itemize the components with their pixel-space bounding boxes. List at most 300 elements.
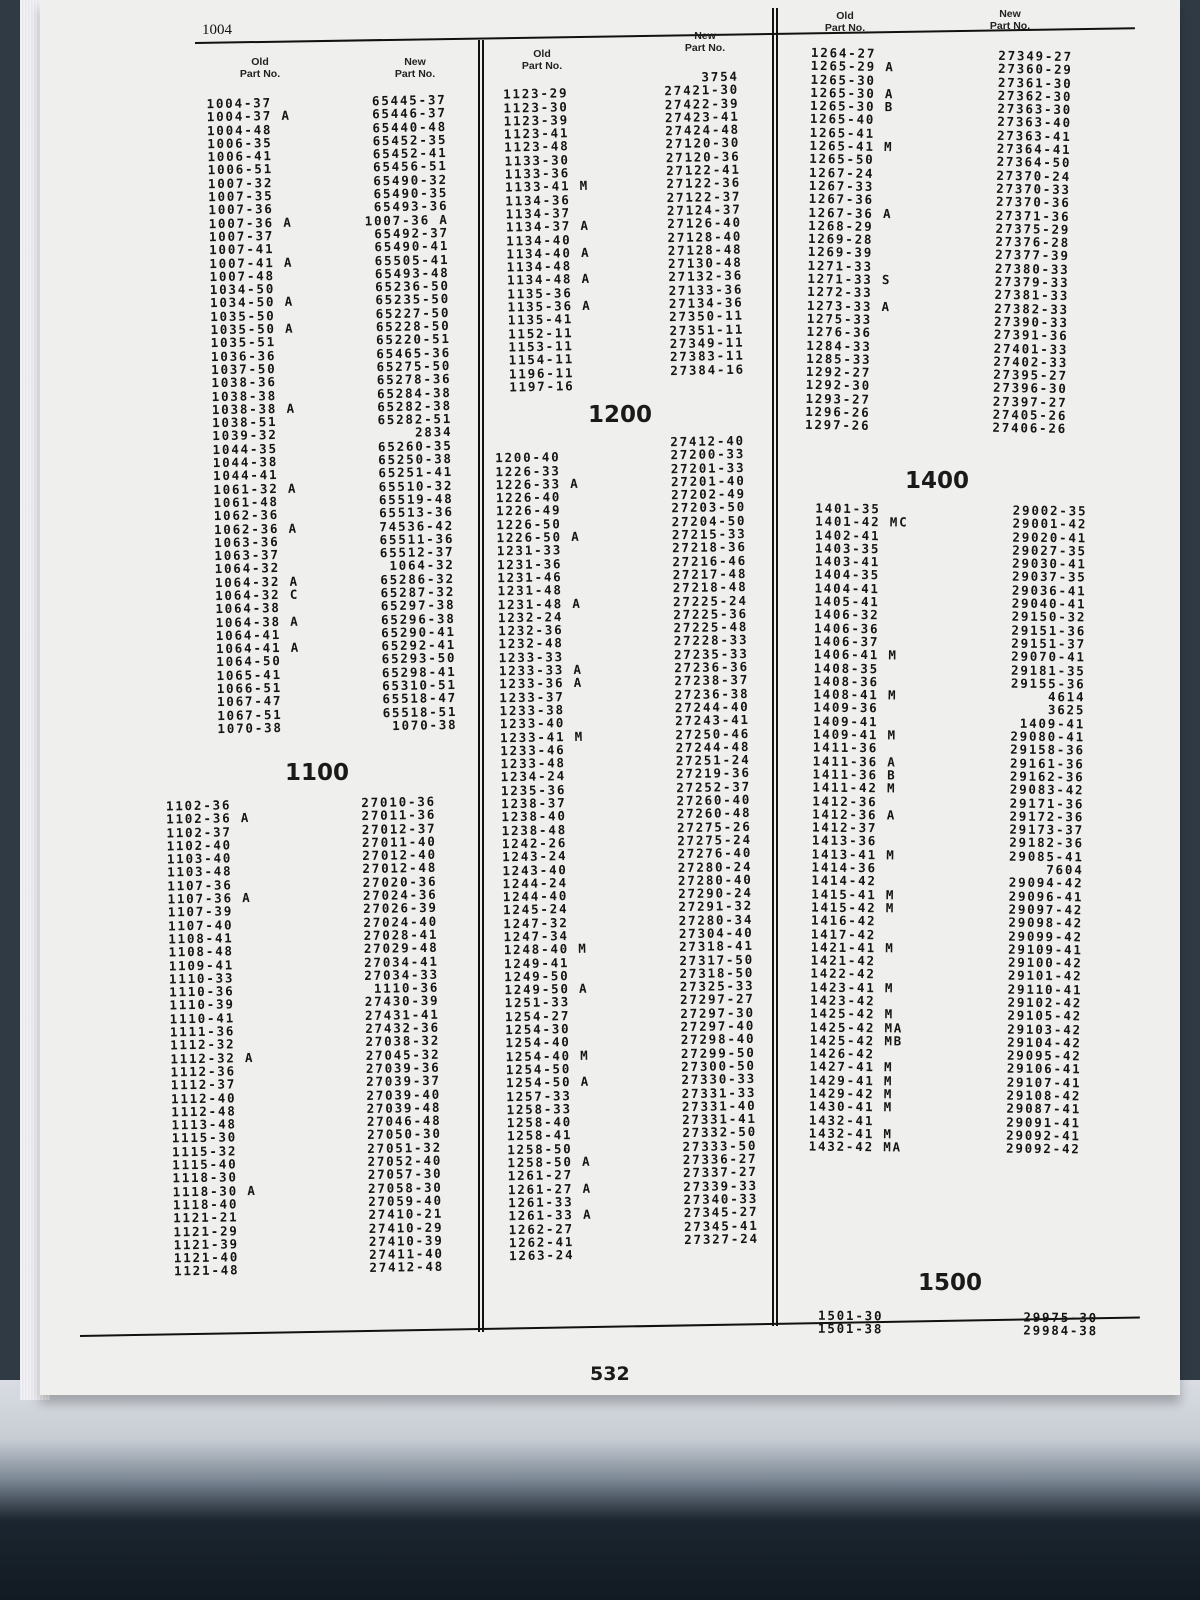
old-part-number: 1004-37 (206, 95, 272, 112)
parts-table-col3 (805, 46, 1081, 436)
new-part-number: 27363-40 (997, 114, 1072, 131)
new-part-number: 27317-50 (679, 951, 755, 968)
new-part-number: 29101-42 (1007, 967, 1083, 984)
new-part-number: 65275-50 (376, 357, 452, 375)
old-part-number: 1265-41 (809, 124, 876, 141)
new-part-number: 27300-50 (681, 1057, 756, 1075)
header-part-label: Part No. (394, 68, 436, 80)
old-part-number: 1118-30 A (172, 1182, 257, 1200)
new-part-number: 65290-41 (381, 623, 456, 641)
old-part-number: 1254-27 (504, 1007, 571, 1024)
old-part-number: 1123-39 (503, 112, 570, 129)
old-part-number: 1107-36 (167, 877, 233, 894)
new-part-number: 29027-35 (1012, 542, 1087, 559)
new-part-number: 27045-32 (365, 1046, 441, 1063)
old-part-number: 1404-35 (814, 567, 881, 583)
new-part-number: 65456-51 (372, 158, 448, 175)
new-part-number: 27126-40 (667, 214, 742, 232)
old-part-number: 1262-27 (508, 1220, 575, 1237)
new-part-number: 29171-36 (1009, 795, 1085, 811)
header-old-label: Old (533, 48, 551, 60)
old-part-number: 1115-40 (172, 1156, 238, 1173)
new-part-number: 29002-35 (1012, 502, 1088, 519)
new-part-number: 27132-36 (668, 268, 744, 285)
old-part-number: 1007-36 (208, 201, 274, 218)
col3-new-header (975, 8, 1045, 32)
new-part-number: 27238-37 (674, 672, 750, 689)
old-part-number: 1242-26 (501, 835, 568, 852)
column-divider-2 (772, 8, 774, 1326)
new-part-number: 27381-33 (994, 287, 1070, 304)
old-part-number: 1044-35 (212, 440, 278, 457)
new-part-number: 27215-33 (671, 526, 747, 543)
old-part-number: 1264-27 (810, 44, 877, 61)
new-part-number: 27012-37 (361, 820, 437, 837)
new-part-number: 27339-33 (683, 1177, 759, 1194)
header-part-label: Part No. (989, 20, 1031, 32)
parts-table-col3c (818, 1309, 1106, 1338)
old-part-number: 1258-50 A (507, 1153, 592, 1171)
old-part-number: 1245-24 (502, 901, 569, 918)
old-part-number: 1231-36 (496, 555, 563, 572)
table-row (174, 1260, 454, 1278)
old-part-number: 1430-41 M (809, 1098, 894, 1115)
old-part-number: 1411-36 (812, 739, 879, 756)
old-part-number: 1292-27 (805, 363, 872, 381)
header-part-label: Part No. (239, 68, 281, 80)
old-part-number: 1067-47 (216, 693, 283, 710)
new-part-number: 65446-37 (372, 105, 447, 122)
old-part-number: 1231-46 (497, 569, 563, 586)
new-part-number: 29036-41 (1011, 582, 1087, 599)
old-part-number: 1409-36 (813, 699, 879, 716)
new-part-number: 27122-41 (665, 161, 741, 179)
new-part-number: 29030-41 (1012, 555, 1087, 572)
new-part-number: 1007-36 A (364, 211, 449, 229)
old-part-number: 1134-48 A (506, 271, 592, 288)
section-heading-1500: 1500 (918, 1270, 983, 1296)
new-part-number: 29105-42 (1007, 1007, 1083, 1024)
new-part-number: 27130-48 (667, 254, 743, 272)
new-part-number: 27384-16 (670, 361, 746, 378)
new-part-number: 65505-41 (374, 251, 450, 268)
old-part-number: 1263-24 (508, 1247, 575, 1264)
new-part-number: 3754 (701, 68, 739, 85)
old-part-number: 1121-29 (173, 1222, 239, 1239)
old-part-number: 1064-38 A (215, 613, 300, 630)
new-part-number: 27124-37 (666, 201, 742, 219)
new-part-number: 29097-42 (1008, 901, 1084, 918)
old-part-number: 1267-36 (808, 191, 875, 208)
new-part-number: 27345-41 (683, 1217, 759, 1234)
col2-old-header (507, 48, 577, 72)
old-part-number: 1135-36 A (507, 297, 592, 315)
new-part-number: 27410-21 (368, 1205, 444, 1223)
new-part-number: 27382-33 (994, 300, 1070, 317)
new-part-number: 27297-27 (679, 991, 755, 1008)
old-part-number: 1401-42 MC (815, 513, 909, 530)
table-surface (0, 1380, 1200, 1600)
old-part-number: 1268-29 (808, 217, 874, 234)
old-part-number: 1134-36 (505, 191, 571, 209)
old-part-number: 1265-30 B (809, 98, 895, 115)
new-part-number: 29173-37 (1009, 821, 1085, 838)
old-part-number: 1064-41 A (215, 639, 301, 657)
old-part-number: 1261-27 (507, 1167, 574, 1184)
new-part-number: 29975-30 (1023, 1309, 1099, 1326)
old-part-number: 1007-35 (208, 188, 274, 205)
old-part-number: 1006-35 (207, 134, 273, 152)
old-part-number: 1226-50 (496, 515, 562, 533)
old-part-number: 1115-32 (171, 1143, 238, 1160)
old-part-number: 1258-50 (507, 1140, 573, 1157)
new-part-number: 27134-36 (668, 294, 744, 312)
new-part-number: 27363-30 (997, 101, 1073, 118)
old-part-number: 1429-42 M (809, 1085, 894, 1102)
old-part-number: 1152-11 (507, 324, 574, 342)
new-part-number: 65452-35 (372, 131, 448, 149)
new-part-number: 27052-40 (367, 1152, 443, 1170)
new-part-number: 74536-42 (379, 517, 455, 534)
old-part-number: 1134-40 A (506, 244, 591, 262)
new-part-number: 27228-33 (673, 632, 749, 649)
old-part-number: 1416-42 (810, 912, 877, 929)
old-part-number: 1297-26 (804, 417, 871, 434)
old-part-number: 1269-39 (807, 244, 874, 261)
new-part-number: 27349-27 (998, 47, 1074, 65)
new-part-number: 27406-26 (992, 420, 1068, 437)
old-part-number: 1293-27 (805, 390, 871, 407)
old-part-number: 1123-48 (504, 138, 570, 156)
old-part-number: 1234-24 (500, 768, 567, 785)
new-part-number: 27219-36 (675, 765, 751, 782)
old-part-number: 1243-40 (502, 861, 568, 878)
new-part-number: 27280-34 (678, 911, 754, 928)
new-part-number: 27235-33 (673, 645, 749, 662)
new-part-number: 27046-48 (366, 1112, 442, 1130)
new-part-number: 29162-36 (1009, 768, 1085, 785)
new-part-number: 65519-48 (378, 490, 454, 508)
old-part-number: 1233-38 (499, 702, 565, 719)
new-part-number: 65511-36 (379, 530, 455, 548)
old-part-number: 1102-36 A (166, 810, 251, 827)
new-part-number: 27361-30 (997, 74, 1073, 91)
new-part-number: 27128-40 (667, 228, 743, 245)
old-part-number: 1265-41 M (809, 137, 894, 155)
new-part-number: 27057-30 (367, 1166, 443, 1183)
column-divider-2b (776, 8, 778, 1326)
new-part-number: 29107-41 (1006, 1074, 1082, 1091)
new-part-number: 27370-36 (995, 194, 1071, 211)
new-part-number: 27396-30 (992, 380, 1068, 397)
new-part-number: 27360-29 (997, 61, 1073, 78)
old-part-number: 1112-48 (171, 1103, 237, 1120)
new-part-number: 27370-24 (996, 167, 1072, 184)
new-part-number: 65220-51 (375, 331, 451, 348)
new-part-number: 27010-36 (361, 793, 437, 811)
old-part-number: 1265-30 (810, 71, 876, 88)
old-part-number: 1262-41 (508, 1233, 575, 1251)
old-part-number: 1432-41 M (808, 1125, 893, 1142)
header-part-label: Part No. (684, 42, 726, 54)
new-part-number: 27318-41 (678, 938, 754, 955)
new-part-number: 29102-42 (1007, 994, 1083, 1011)
new-part-number: 27391-36 (993, 327, 1069, 344)
old-part-number: 1432-42 MA (808, 1138, 903, 1155)
new-part-number: 29103-42 (1007, 1021, 1082, 1037)
new-part-number: 65286-32 (380, 570, 456, 587)
old-part-number: 1123-29 (502, 85, 569, 102)
page-number-bottom: 532 (590, 1363, 630, 1385)
old-part-number: 1062-36 A (213, 520, 299, 537)
col3-old-header (810, 10, 880, 34)
old-part-number: 1406-37 (813, 633, 880, 650)
old-part-number: 1038-38 (211, 387, 278, 404)
new-part-number: 65465-36 (376, 344, 452, 361)
new-part-number: 27363-41 (996, 127, 1072, 144)
old-part-number: 1254-40 (505, 1034, 571, 1051)
new-part-number: 65513-36 (378, 504, 454, 521)
old-part-number: 1113-48 (171, 1116, 237, 1133)
new-part-number: 29181-35 (1010, 662, 1086, 678)
new-part-number: 27280-24 (677, 858, 753, 875)
new-part-number: 27290-24 (678, 884, 753, 902)
new-part-number: 27376-28 (995, 233, 1071, 251)
old-part-number: 1064-41 (215, 626, 282, 644)
new-part-number: 29087-41 (1006, 1100, 1082, 1117)
old-part-number: 1135-41 (507, 311, 574, 328)
old-part-number: 1404-41 (814, 580, 880, 597)
old-part-number: 1411-36 A (812, 753, 897, 770)
old-part-number: 1254-30 (505, 1021, 571, 1038)
old-part-number: 1112-40 (170, 1089, 237, 1106)
parts-table-col3b (809, 502, 1096, 1156)
table-row (217, 718, 465, 736)
old-part-number: 1249-50 (504, 967, 570, 985)
old-part-number: 1233-33 A (498, 661, 583, 679)
new-part-number: 65298-41 (381, 663, 457, 681)
old-part-number: 1276-36 (806, 324, 872, 341)
header-old-label: Old (836, 10, 854, 22)
old-part-number: 1249-50 A (504, 980, 589, 998)
old-part-number: 1134-48 (506, 258, 573, 275)
old-part-number: 1258-40 (506, 1114, 573, 1131)
old-part-number: 1108-41 (168, 930, 234, 947)
new-part-number: 27430-39 (364, 993, 440, 1010)
old-part-number: 1238-37 (501, 795, 567, 812)
new-part-number: 65518-47 (382, 690, 458, 707)
old-part-number: 1121-21 (173, 1209, 239, 1226)
old-part-number: 1044-41 (212, 467, 279, 484)
old-part-number: 1254-40 M (505, 1047, 590, 1064)
old-part-number: 1411-42 M (812, 779, 897, 796)
new-part-number: 65445-37 (371, 92, 447, 109)
old-part-number: 1406-32 (814, 606, 880, 623)
new-part-number: 65282-38 (377, 397, 452, 415)
new-part-number: 29098-42 (1008, 914, 1084, 931)
old-part-number: 1200-40 (495, 449, 561, 466)
new-part-number: 65297-38 (380, 597, 456, 614)
old-part-number: 1413-41 M (811, 846, 896, 863)
new-part-number: 27377-39 (995, 247, 1070, 264)
new-part-number: 29020-41 (1012, 529, 1088, 545)
table-row (809, 1140, 1089, 1156)
table-row (509, 1245, 767, 1263)
old-part-number: 1006-51 (207, 161, 274, 178)
old-part-number: 1133-36 (504, 165, 571, 182)
new-part-number: 65518-51 (382, 703, 458, 720)
new-part-number: 27201-33 (670, 459, 746, 476)
table-row (818, 1322, 1106, 1338)
new-part-number: 29182-36 (1009, 835, 1084, 851)
old-part-number: 1107-40 (167, 916, 234, 934)
new-part-number: 65490-35 (373, 185, 449, 202)
old-part-number: 1251-33 (504, 994, 571, 1011)
new-part-number: 27260-48 (676, 805, 752, 822)
old-part-number: 1427-41 M (809, 1058, 894, 1075)
header-part-label: Part No. (824, 22, 866, 34)
new-part-number: 29096-41 (1008, 888, 1084, 904)
old-part-number: 1231-48 (497, 582, 563, 599)
old-part-number: 1226-49 (495, 502, 562, 519)
new-part-number: 65452-41 (372, 145, 448, 162)
old-part-number: 1226-33 A (495, 475, 580, 493)
new-part-number: 27012-40 (362, 846, 437, 864)
old-part-number: 1118-30 (172, 1169, 238, 1186)
new-part-number: 27122-36 (666, 174, 742, 192)
new-part-number: 27120-36 (665, 148, 741, 165)
old-part-number: 1267-33 (808, 177, 875, 194)
old-part-number: 1039-32 (212, 427, 278, 444)
old-part-number: 1402-41 (814, 527, 881, 543)
new-part-number: 27024-36 (362, 886, 438, 904)
old-part-number: 1413-36 (811, 832, 878, 849)
old-part-number: 1425-42 M (809, 1005, 895, 1022)
new-part-number: 27029-48 (363, 940, 439, 957)
new-part-number: 29080-41 (1010, 728, 1086, 745)
old-part-number: 1247-34 (503, 928, 569, 945)
new-part-number: 27236-36 (674, 658, 749, 676)
new-part-number: 27038-32 (365, 1033, 441, 1050)
old-part-number: 1110-41 (169, 1010, 236, 1027)
old-part-number: 1134-37 A (505, 218, 590, 235)
old-part-number: 1064-38 (215, 600, 281, 617)
old-part-number: 1066-51 (216, 680, 283, 697)
old-part-number: 1007-37 (208, 228, 275, 245)
new-part-number: 27350-11 (669, 307, 744, 325)
old-part-number: 1406-41 M (813, 646, 898, 663)
new-part-number: 27379-33 (994, 273, 1070, 291)
header-new-label: New (999, 8, 1021, 20)
old-part-number: 1261-33 (508, 1193, 574, 1211)
new-part-number: 29091-41 (1006, 1114, 1082, 1131)
old-part-number: 1501-30 (817, 1307, 884, 1324)
old-part-number: 1408-35 (813, 660, 880, 676)
old-part-number: 1238-48 (501, 821, 568, 838)
new-part-number: 27297-40 (680, 1017, 756, 1035)
old-part-number: 1197-16 (509, 377, 575, 395)
old-part-number: 1412-36 A (812, 806, 897, 823)
old-part-number: 1134-37 (505, 205, 572, 222)
new-part-number: 65227-50 (375, 304, 451, 322)
new-part-number: 27216-46 (672, 552, 748, 569)
old-part-number: 1244-24 (502, 874, 568, 892)
new-part-number: 65287-32 (380, 583, 456, 601)
old-part-number: 1406-36 (814, 620, 880, 636)
old-part-number: 1254-50 (505, 1061, 572, 1078)
old-part-number: 1115-30 (171, 1129, 238, 1146)
section-heading-1400: 1400 (905, 468, 970, 494)
parts-table-col2 (503, 69, 754, 393)
new-part-number: 27380-33 (994, 260, 1070, 277)
old-part-number: 1007-32 (207, 174, 274, 191)
old-part-number: 1121-40 (173, 1249, 240, 1266)
old-part-number: 1038-38 A (211, 400, 296, 417)
new-part-number: 27371-36 (995, 207, 1071, 224)
parts-table-col1b (166, 795, 454, 1279)
old-part-number: 1112-36 (170, 1063, 237, 1080)
old-part-number: 1004-37 A (206, 108, 291, 125)
old-part-number: 1112-32 (170, 1036, 236, 1053)
new-part-number: 27383-11 (669, 347, 745, 365)
col1-old-header (225, 56, 295, 80)
new-part-number: 27432-36 (365, 1019, 440, 1037)
old-part-number: 1408-41 M (813, 686, 898, 703)
new-part-number: 65250-38 (378, 450, 453, 468)
old-part-number: 1501-38 (817, 1321, 884, 1337)
old-part-number: 1038-51 (212, 414, 278, 431)
new-part-number: 27218-36 (672, 539, 747, 556)
old-part-number: 1102-37 (166, 823, 232, 841)
new-part-number: 27362-30 (997, 87, 1073, 104)
new-part-number: 65310-51 (382, 676, 457, 694)
old-part-number: 1065-41 (216, 666, 282, 683)
new-part-number: 29037-35 (1011, 569, 1087, 585)
old-part-number: 1107-36 A (167, 890, 252, 907)
old-part-number: 1409-41 M (812, 726, 897, 743)
old-part-number: 1412-37 (811, 819, 878, 836)
new-part-number: 1409-41 (1019, 715, 1086, 732)
old-part-number: 1258-33 (506, 1100, 572, 1118)
old-part-number: 1233-48 (500, 755, 566, 772)
new-part-number: 27243-41 (675, 712, 750, 729)
new-part-number: 27340-33 (683, 1190, 759, 1208)
new-part-number: 27297-30 (680, 1004, 756, 1021)
old-part-number: 1110-39 (169, 996, 235, 1013)
old-part-number: 1232-24 (497, 609, 564, 626)
new-part-number: 7604 (1046, 862, 1084, 878)
header-new-label: New (404, 56, 426, 68)
new-part-number: 27028-41 (363, 926, 439, 944)
new-part-number: 27370-33 (996, 180, 1071, 197)
old-part-number: 1067-51 (217, 706, 283, 723)
old-part-number: 1061-48 (213, 493, 279, 511)
old-part-number: 1233-40 (499, 715, 566, 732)
old-part-number: 1226-40 (495, 489, 562, 506)
new-part-number: 29070-41 (1011, 648, 1086, 665)
new-part-number: 27410-29 (368, 1219, 444, 1236)
header-old-label: Old (251, 56, 269, 68)
new-part-number: 65236-50 (375, 278, 450, 295)
old-part-number: 1063-37 (214, 547, 280, 564)
old-part-number: 1226-33 (495, 462, 561, 479)
old-part-number: 1415-42 M (811, 899, 896, 916)
new-part-number: 29150-32 (1011, 608, 1087, 625)
new-part-number: 27039-40 (366, 1086, 442, 1103)
old-part-number: 1064-32 (214, 560, 281, 577)
new-part-number: 27397-27 (992, 393, 1068, 410)
old-part-number: 1064-32 C (215, 586, 300, 604)
